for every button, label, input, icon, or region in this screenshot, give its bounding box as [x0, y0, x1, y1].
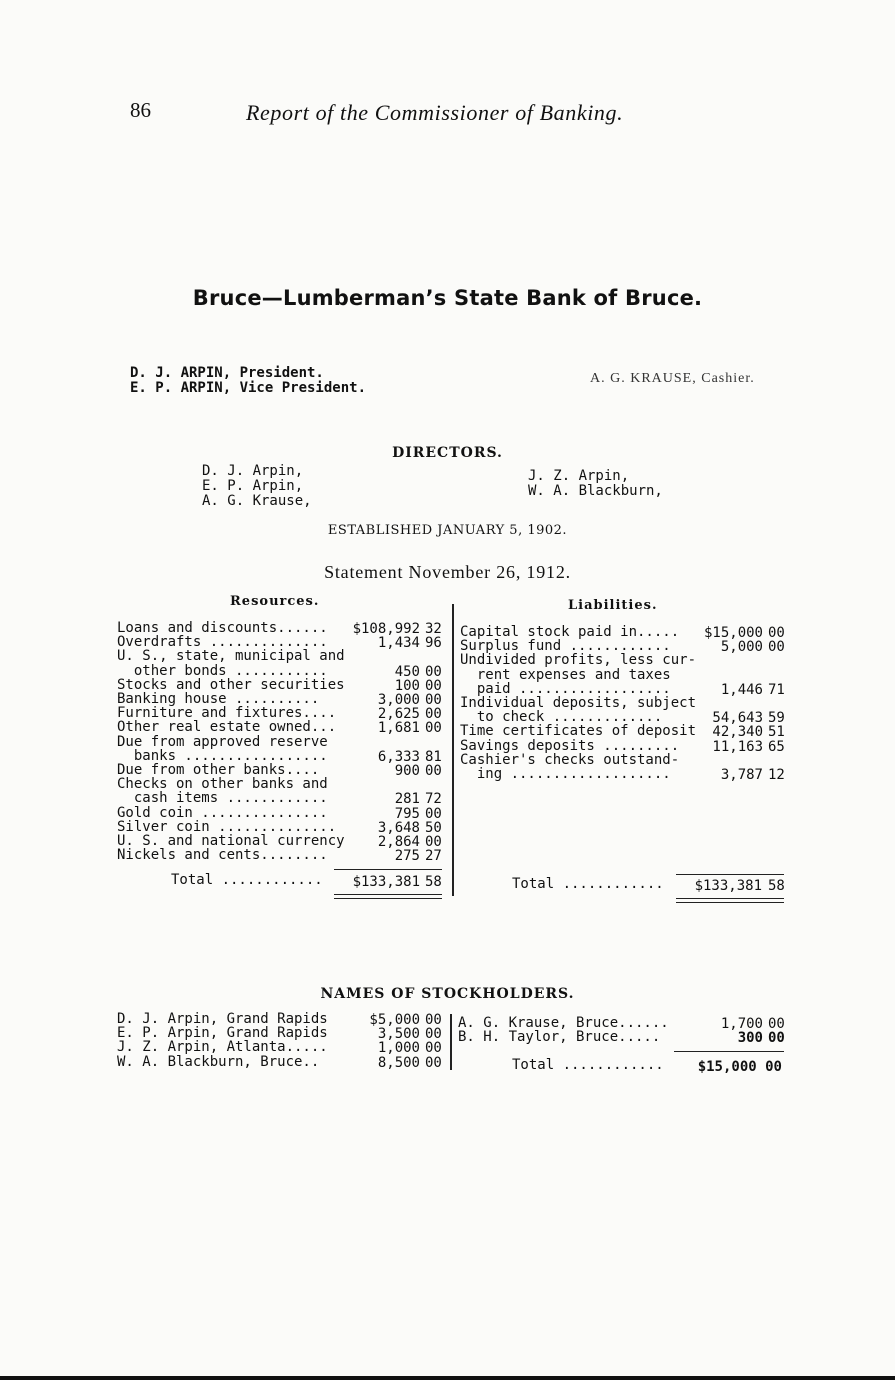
stockholders-total-rule [674, 1051, 784, 1052]
liability-row-label: Cashier's checks outstand- [460, 751, 680, 768]
stockholder-row-cents: 00 [768, 1016, 785, 1032]
stockholders-total-label: Total ............ [512, 1057, 664, 1073]
stockholder-row-label: J. Z. Arpin, Atlanta..... [117, 1039, 328, 1056]
liability-row-cents: 51 [768, 724, 785, 741]
established-date: ESTABLISHED JANUARY 5, 1902. [327, 523, 568, 538]
liability-row-cents: 12 [768, 767, 785, 783]
column-divider [452, 604, 454, 896]
resource-row-dollars: 900 [394, 763, 420, 779]
resources-total-cents: 58 [425, 874, 442, 890]
double-rule [334, 898, 442, 899]
resource-row-label: banks ................. [117, 747, 328, 764]
resource-row-dollars: $108,992 [352, 621, 420, 637]
officer-president: D. J. ARPIN, President. [130, 365, 324, 381]
resource-row-dollars: 100 [394, 677, 420, 694]
resource-row-dollars: 275 [394, 848, 420, 865]
stockholder-row-dollars: 8,500 [377, 1054, 420, 1071]
resource-row-label: Banking house .......... [117, 691, 320, 707]
resource-row-cents: 00 [425, 663, 442, 680]
double-rule [334, 894, 442, 895]
stockholder-row-dollars: 3,500 [377, 1026, 420, 1043]
resource-row-cents: 00 [425, 834, 442, 850]
statement-date: Statement November 26, 1912. [324, 562, 571, 582]
stockholder-row-cents: 00 [425, 1026, 442, 1043]
officer-cashier: A. G. KRAUSE, Cashier. [590, 371, 755, 386]
liability-row-label: Savings deposits ......... [460, 737, 680, 754]
liability-row-label: Individual deposits, subject [460, 695, 697, 711]
liability-row-dollars: 3,787 [720, 767, 763, 783]
resource-row-cents: 27 [425, 848, 442, 865]
liability-row-label: Capital stock paid in..... [460, 624, 680, 640]
director-name: D. J. Arpin, [202, 463, 304, 479]
liabilities-heading: Liabilities. [568, 598, 658, 613]
page-bottom-edge [0, 1376, 895, 1380]
resource-row-dollars: 3,000 [377, 692, 420, 708]
resources-total-dollars: $133,381 [352, 874, 420, 890]
stockholders-heading: NAMES OF STOCKHOLDERS. [320, 986, 575, 1002]
resource-row-dollars: 6,333 [377, 748, 420, 765]
page-number: 86 [130, 98, 151, 122]
liabilities-total-rule [676, 874, 784, 875]
liability-row-dollars: 42,340 [712, 724, 763, 741]
liability-row-label: rent expenses and taxes [460, 666, 671, 683]
resource-row-label: U. S. and national currency [117, 833, 345, 849]
liability-row-cents: 00 [768, 625, 785, 641]
stockholder-row-cents: 00 [425, 1012, 442, 1028]
resource-row-cents: 81 [425, 748, 442, 765]
stockholder-row-label: D. J. Arpin, Grand Rapids [117, 1011, 328, 1027]
resource-row-dollars: 3,648 [377, 819, 420, 836]
liability-row-dollars: 1,446 [720, 681, 763, 698]
resource-row-dollars: 2,864 [377, 834, 420, 850]
stockholders-divider [450, 1014, 452, 1070]
stockholder-row-label: B. H. Taylor, Bruce..... [458, 1029, 661, 1046]
liability-row-dollars: 5,000 [720, 639, 763, 656]
running-title: Report of the Commissioner of Banking. [246, 100, 624, 125]
liability-row-cents: 71 [768, 681, 785, 698]
double-rule [676, 902, 784, 903]
resource-row-label: Nickels and cents........ [117, 847, 328, 864]
resources-heading: Resources. [230, 594, 320, 609]
stockholder-row-cents: 00 [425, 1040, 442, 1057]
resource-row-label: Overdrafts .............. [117, 634, 328, 651]
liabilities-total-label: Total ............ [512, 876, 664, 892]
stockholders-total-amount: $15,000 00 [697, 1059, 782, 1075]
resource-row-cents: 96 [425, 635, 442, 652]
liability-row-label: Time certificates of deposit [460, 723, 697, 740]
stockholder-row-label: W. A. Blackburn, Bruce.. [117, 1053, 320, 1070]
liability-row-dollars: $15,000 [703, 625, 763, 641]
stockholder-row-cents: 00 [425, 1054, 442, 1071]
resource-row-label: Checks on other banks and [117, 776, 328, 793]
resource-row-label: Other real estate owned... [117, 719, 337, 736]
resource-row-cents: 00 [425, 763, 442, 779]
resource-row-label: Furniture and fixtures.... [117, 705, 337, 722]
liability-row-label: Undivided profits, less cur- [460, 652, 697, 669]
resource-row-dollars: 1,434 [377, 635, 420, 652]
resource-row-cents: 00 [425, 692, 442, 708]
stockholder-row-label: E. P. Arpin, Grand Rapids [117, 1025, 328, 1042]
bank-title: Bruce—Lumberman’s State Bank of Bruce. [192, 286, 703, 310]
resource-row-cents: 72 [425, 791, 442, 808]
resource-row-cents: 00 [425, 720, 442, 737]
director-name: E. P. Arpin, [202, 478, 304, 494]
resource-row-label: Silver coin .............. [117, 818, 337, 835]
resource-row-label: Stocks and other securities [117, 676, 345, 693]
resource-row-label: Due from approved reserve [117, 733, 328, 750]
resource-row-dollars: 795 [394, 805, 420, 822]
resource-row-cents: 00 [425, 677, 442, 694]
resource-row-cents: 50 [425, 819, 442, 836]
resource-row-cents: 00 [425, 706, 442, 723]
liability-row-dollars: 54,643 [712, 710, 763, 727]
officer-vice-president: E. P. ARPIN, Vice President. [130, 380, 367, 396]
liability-row-dollars: 11,163 [712, 738, 763, 755]
director-name: W. A. Blackburn, [528, 483, 663, 499]
resource-row-dollars: 2,625 [377, 706, 420, 723]
double-rule [676, 898, 784, 899]
resource-row-dollars: 450 [394, 663, 420, 680]
stockholder-row-dollars: 300 [737, 1030, 763, 1047]
director-name: A. G. Krause, [202, 493, 312, 509]
directors-heading: DIRECTORS. [392, 445, 503, 461]
resources-total-label: Total ............ [171, 872, 323, 888]
resource-row-dollars: 1,681 [377, 720, 420, 737]
liability-row-cents: 59 [768, 710, 785, 727]
stockholder-row-dollars: $5,000 [369, 1012, 420, 1028]
resource-row-cents: 00 [425, 805, 442, 822]
resource-row-label: Gold coin ............... [117, 804, 328, 821]
resource-row-label: cash items ............ [117, 790, 328, 807]
stockholder-row-cents: 00 [768, 1030, 785, 1047]
stockholder-row-label: A. G. Krause, Bruce...... [458, 1015, 669, 1031]
resource-row-cents: 32 [425, 621, 442, 637]
liabilities-total-cents: 58 [768, 878, 785, 894]
resource-row-label: other bonds ........... [117, 662, 328, 679]
liability-row-cents: 65 [768, 738, 785, 755]
resource-row-dollars: 281 [394, 791, 420, 808]
resources-total-rule [334, 869, 442, 870]
liability-row-cents: 00 [768, 639, 785, 656]
resource-row-label: Due from other banks.... [117, 762, 320, 778]
stockholder-row-dollars: 1,700 [720, 1016, 763, 1032]
liability-row-label: paid .................. [460, 680, 671, 697]
liability-row-label: ing ................... [460, 766, 671, 782]
liability-row-label: to check ............. [460, 709, 663, 726]
resource-row-label: U. S., state, municipal and [117, 648, 345, 665]
liability-row-label: Surplus fund ............ [460, 638, 671, 655]
resource-row-label: Loans and discounts...... [117, 620, 328, 636]
director-name: J. Z. Arpin, [528, 468, 630, 484]
stockholder-row-dollars: 1,000 [377, 1040, 420, 1057]
liabilities-total-dollars: $133,381 [694, 878, 762, 894]
